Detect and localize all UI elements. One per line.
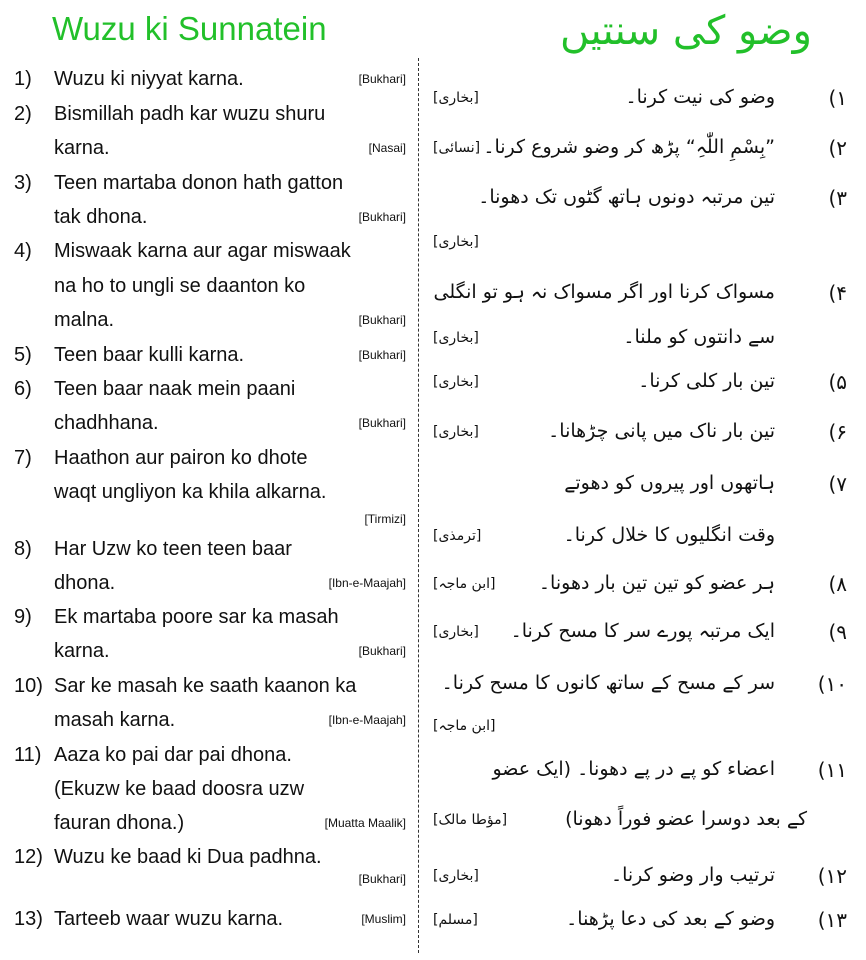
en-item-number: 13) (14, 908, 43, 930)
en-item-text: Miswaak karna aur agar miswaak (54, 240, 351, 262)
en-item-text: tak dhona. (54, 206, 148, 228)
en-item-11 (0, 738, 410, 772)
ur-item-source: [بخاری] (433, 90, 479, 106)
ur-item-number: ۱۳) (817, 908, 847, 932)
ur-item-source: [نسائی] (433, 140, 481, 156)
en-item-7-cont (0, 475, 410, 509)
ur-item-source: [بخاری] (433, 374, 479, 390)
ur-item-1 (425, 80, 857, 120)
en-item-text: karna. (54, 137, 110, 159)
en-item-number: 4) (14, 240, 32, 262)
ur-item-number: ۸) (828, 572, 847, 596)
en-item-11-cont (0, 772, 410, 806)
ur-item-number: ۹) (828, 620, 847, 644)
en-item-4-cont (0, 269, 410, 303)
en-item-source: [Muatta Maalik] (324, 816, 406, 830)
en-item-source: [Bukhari] (358, 72, 406, 86)
en-item-number: 3) (14, 172, 32, 194)
en-item-source: [Bukhari] (358, 313, 406, 327)
ur-item-source: [بخاری] (433, 624, 479, 640)
ur-item-text: کے بعد دوسرا عضو فوراً دھونا) (565, 808, 807, 830)
en-item-8-cont (0, 566, 410, 600)
ur-item-text: اعضاء کو پے در پے دھونا۔ (ایک عضو (492, 758, 775, 780)
en-item-source: [Tirmizi] (364, 512, 406, 526)
en-item-text: karna. (54, 640, 110, 662)
ur-item-4-cont (425, 320, 857, 360)
en-item-6-cont (0, 406, 410, 440)
ur-item-source: [ابن ماجہ] (433, 576, 496, 592)
ur-item-9 (425, 614, 857, 654)
ur-item-number: ۱۱) (817, 758, 847, 782)
en-item-text: (Ekuzw ke baad doosra uzw (54, 778, 305, 800)
ur-item-3 (425, 180, 857, 220)
ur-item-11-cont (425, 802, 857, 842)
ur-item-text: ہر عضو کو تین تین بار دھونا۔ (538, 572, 775, 594)
en-item-2-cont (0, 131, 410, 165)
ur-item-number: ۴) (828, 281, 847, 305)
ur-item-text: ہاتھوں اور پیروں کو دھوتے (564, 472, 775, 494)
en-item-13 (0, 902, 410, 936)
en-item-source: [Bukhari] (358, 210, 406, 224)
en-item-3-cont (0, 200, 410, 234)
en-item-number: 12) (14, 846, 43, 868)
en-item-12-source-line (0, 868, 410, 890)
ur-item-11 (425, 752, 857, 792)
ur-item-10 (425, 666, 857, 706)
ur-item-source: [مسلم] (433, 912, 478, 928)
en-item-source: [Bukhari] (358, 348, 406, 362)
en-item-text: Tarteeb waar wuzu karna. (54, 908, 284, 930)
en-item-text: Teen baar kulli karna. (54, 344, 245, 366)
en-item-text: dhona. (54, 572, 116, 594)
ur-item-source: [بخاری] (433, 330, 479, 346)
en-item-text: Sar ke masah ke saath kaanon ka (54, 675, 357, 697)
ur-item-text: ”بِسْمِ اللّٰہِ“ پڑھ کر وضو شروع کرنا۔ (483, 136, 775, 158)
ur-item-text: وضو کے بعد کی دعا پڑھنا۔ (566, 908, 775, 930)
ur-item-5 (425, 364, 857, 404)
ur-item-text: ایک مرتبہ پورے سر کا مسح کرنا۔ (510, 620, 775, 642)
en-item-text: Wuzu ki niyyat karna. (54, 68, 244, 90)
en-item-source: [Bukhari] (358, 872, 406, 886)
en-item-source: [Muslim] (361, 912, 406, 926)
ur-item-text: وقت انگلیوں کا خلال کرنا۔ (563, 524, 775, 546)
en-item-source: [Ibn-e-Maajah] (328, 713, 406, 727)
ur-item-text: تین بار کلی کرنا۔ (638, 370, 775, 392)
en-item-text: fauran dhona.) (54, 812, 185, 834)
en-item-9-cont (0, 634, 410, 668)
ur-item-7 (425, 466, 857, 506)
en-item-3 (0, 166, 410, 200)
title-english: Wuzu ki Sunnatein (52, 10, 327, 47)
en-item-4-cont2 (0, 303, 410, 337)
en-item-text: chadhhana. (54, 412, 159, 434)
en-item-7-source-line (0, 509, 410, 529)
ur-item-text: وضو کی نیت کرنا۔ (625, 86, 775, 108)
ur-item-number: ۳) (828, 186, 847, 210)
en-item-text: Teen martaba donon hath gatton (54, 172, 344, 194)
en-item-number: 2) (14, 103, 32, 125)
en-item-number: 7) (14, 447, 32, 469)
ur-item-source: [ترمذی] (433, 528, 482, 544)
en-item-7 (0, 441, 410, 475)
en-item-9 (0, 600, 410, 634)
ur-item-4 (425, 275, 857, 315)
ur-item-source: [بخاری] (433, 868, 479, 884)
ur-item-2 (425, 130, 857, 170)
ur-item-text: تین بار ناک میں پانی چڑھانا۔ (548, 420, 775, 442)
en-item-text: na ho to ungli se daanton ko (54, 275, 306, 297)
en-item-number: 9) (14, 606, 32, 628)
ur-item-source: [مؤطا مالک] (433, 812, 508, 828)
ur-item-text: ترتیب وار وضو کرنا۔ (610, 864, 775, 886)
en-item-10-cont (0, 703, 410, 737)
ur-item-source: [ابن ماجہ] (433, 718, 496, 734)
en-item-2 (0, 97, 410, 131)
ur-item-number: ۷) (828, 472, 847, 496)
en-item-text: Teen baar naak mein paani (54, 378, 296, 400)
ur-item-number: ۶) (828, 420, 847, 444)
en-item-6 (0, 372, 410, 406)
en-item-11-cont2 (0, 806, 410, 840)
en-item-8 (0, 532, 410, 566)
ur-item-text: سے دانتوں کو ملنا۔ (623, 326, 775, 348)
ur-item-12 (425, 858, 857, 898)
ur-item-8 (425, 566, 857, 606)
ur-item-source: [بخاری] (433, 424, 479, 440)
en-item-number: 5) (14, 344, 32, 366)
en-item-text: Haathon aur pairon ko dhote (54, 447, 308, 469)
ur-item-13 (425, 902, 857, 942)
ur-item-text: سر کے مسح کے ساتھ کانوں کا مسح کرنا۔ (441, 672, 775, 694)
en-item-number: 1) (14, 68, 32, 90)
en-item-number: 10) (14, 675, 43, 697)
ur-item-text: مسواک کرنا اور اگر مسواک نہ ہو تو انگلی (433, 281, 775, 303)
en-item-text: malna. (54, 309, 115, 331)
en-item-4 (0, 234, 410, 268)
en-item-source: [Bukhari] (358, 416, 406, 430)
ur-item-3-source-line (425, 224, 857, 258)
ur-item-6 (425, 414, 857, 454)
en-item-text: Har Uzw ko teen teen baar (54, 538, 292, 560)
en-item-source: [Nasai] (368, 141, 406, 155)
en-item-number: 8) (14, 538, 32, 560)
ur-item-number: ۵) (828, 370, 847, 394)
ur-item-text: تین مرتبہ دونوں ہاتھ گٹوں تک دھونا۔ (478, 186, 775, 208)
en-item-number: 11) (14, 744, 42, 766)
en-item-text: masah karna. (54, 709, 176, 731)
ur-item-number: ۱۰) (817, 672, 847, 696)
en-item-1 (0, 62, 410, 96)
en-item-text: Aaza ko pai dar pai dhona. (54, 744, 292, 766)
title-urdu: وضو کی سنتیں (560, 8, 812, 54)
en-item-source: [Ibn-e-Maajah] (328, 576, 406, 590)
ur-item-number: ۲) (828, 136, 847, 160)
en-item-text: Wuzu ke baad ki Dua padhna. (54, 846, 322, 868)
en-item-10 (0, 669, 410, 703)
ur-item-number: ۱۲) (817, 864, 847, 888)
en-item-number: 6) (14, 378, 32, 400)
ur-item-10-source-line (425, 708, 857, 742)
en-item-source: [Bukhari] (358, 644, 406, 658)
en-item-5 (0, 338, 410, 372)
ur-item-number: ۱) (828, 86, 847, 110)
ur-item-7-cont (425, 518, 857, 558)
en-item-text: waqt ungliyon ka khila alkarna. (54, 481, 327, 503)
en-item-text: Ek martaba poore sar ka masah (54, 606, 339, 628)
ur-item-source: [بخاری] (433, 234, 479, 250)
column-divider (418, 58, 419, 953)
en-item-text: Bismillah padh kar wuzu shuru (54, 103, 326, 125)
